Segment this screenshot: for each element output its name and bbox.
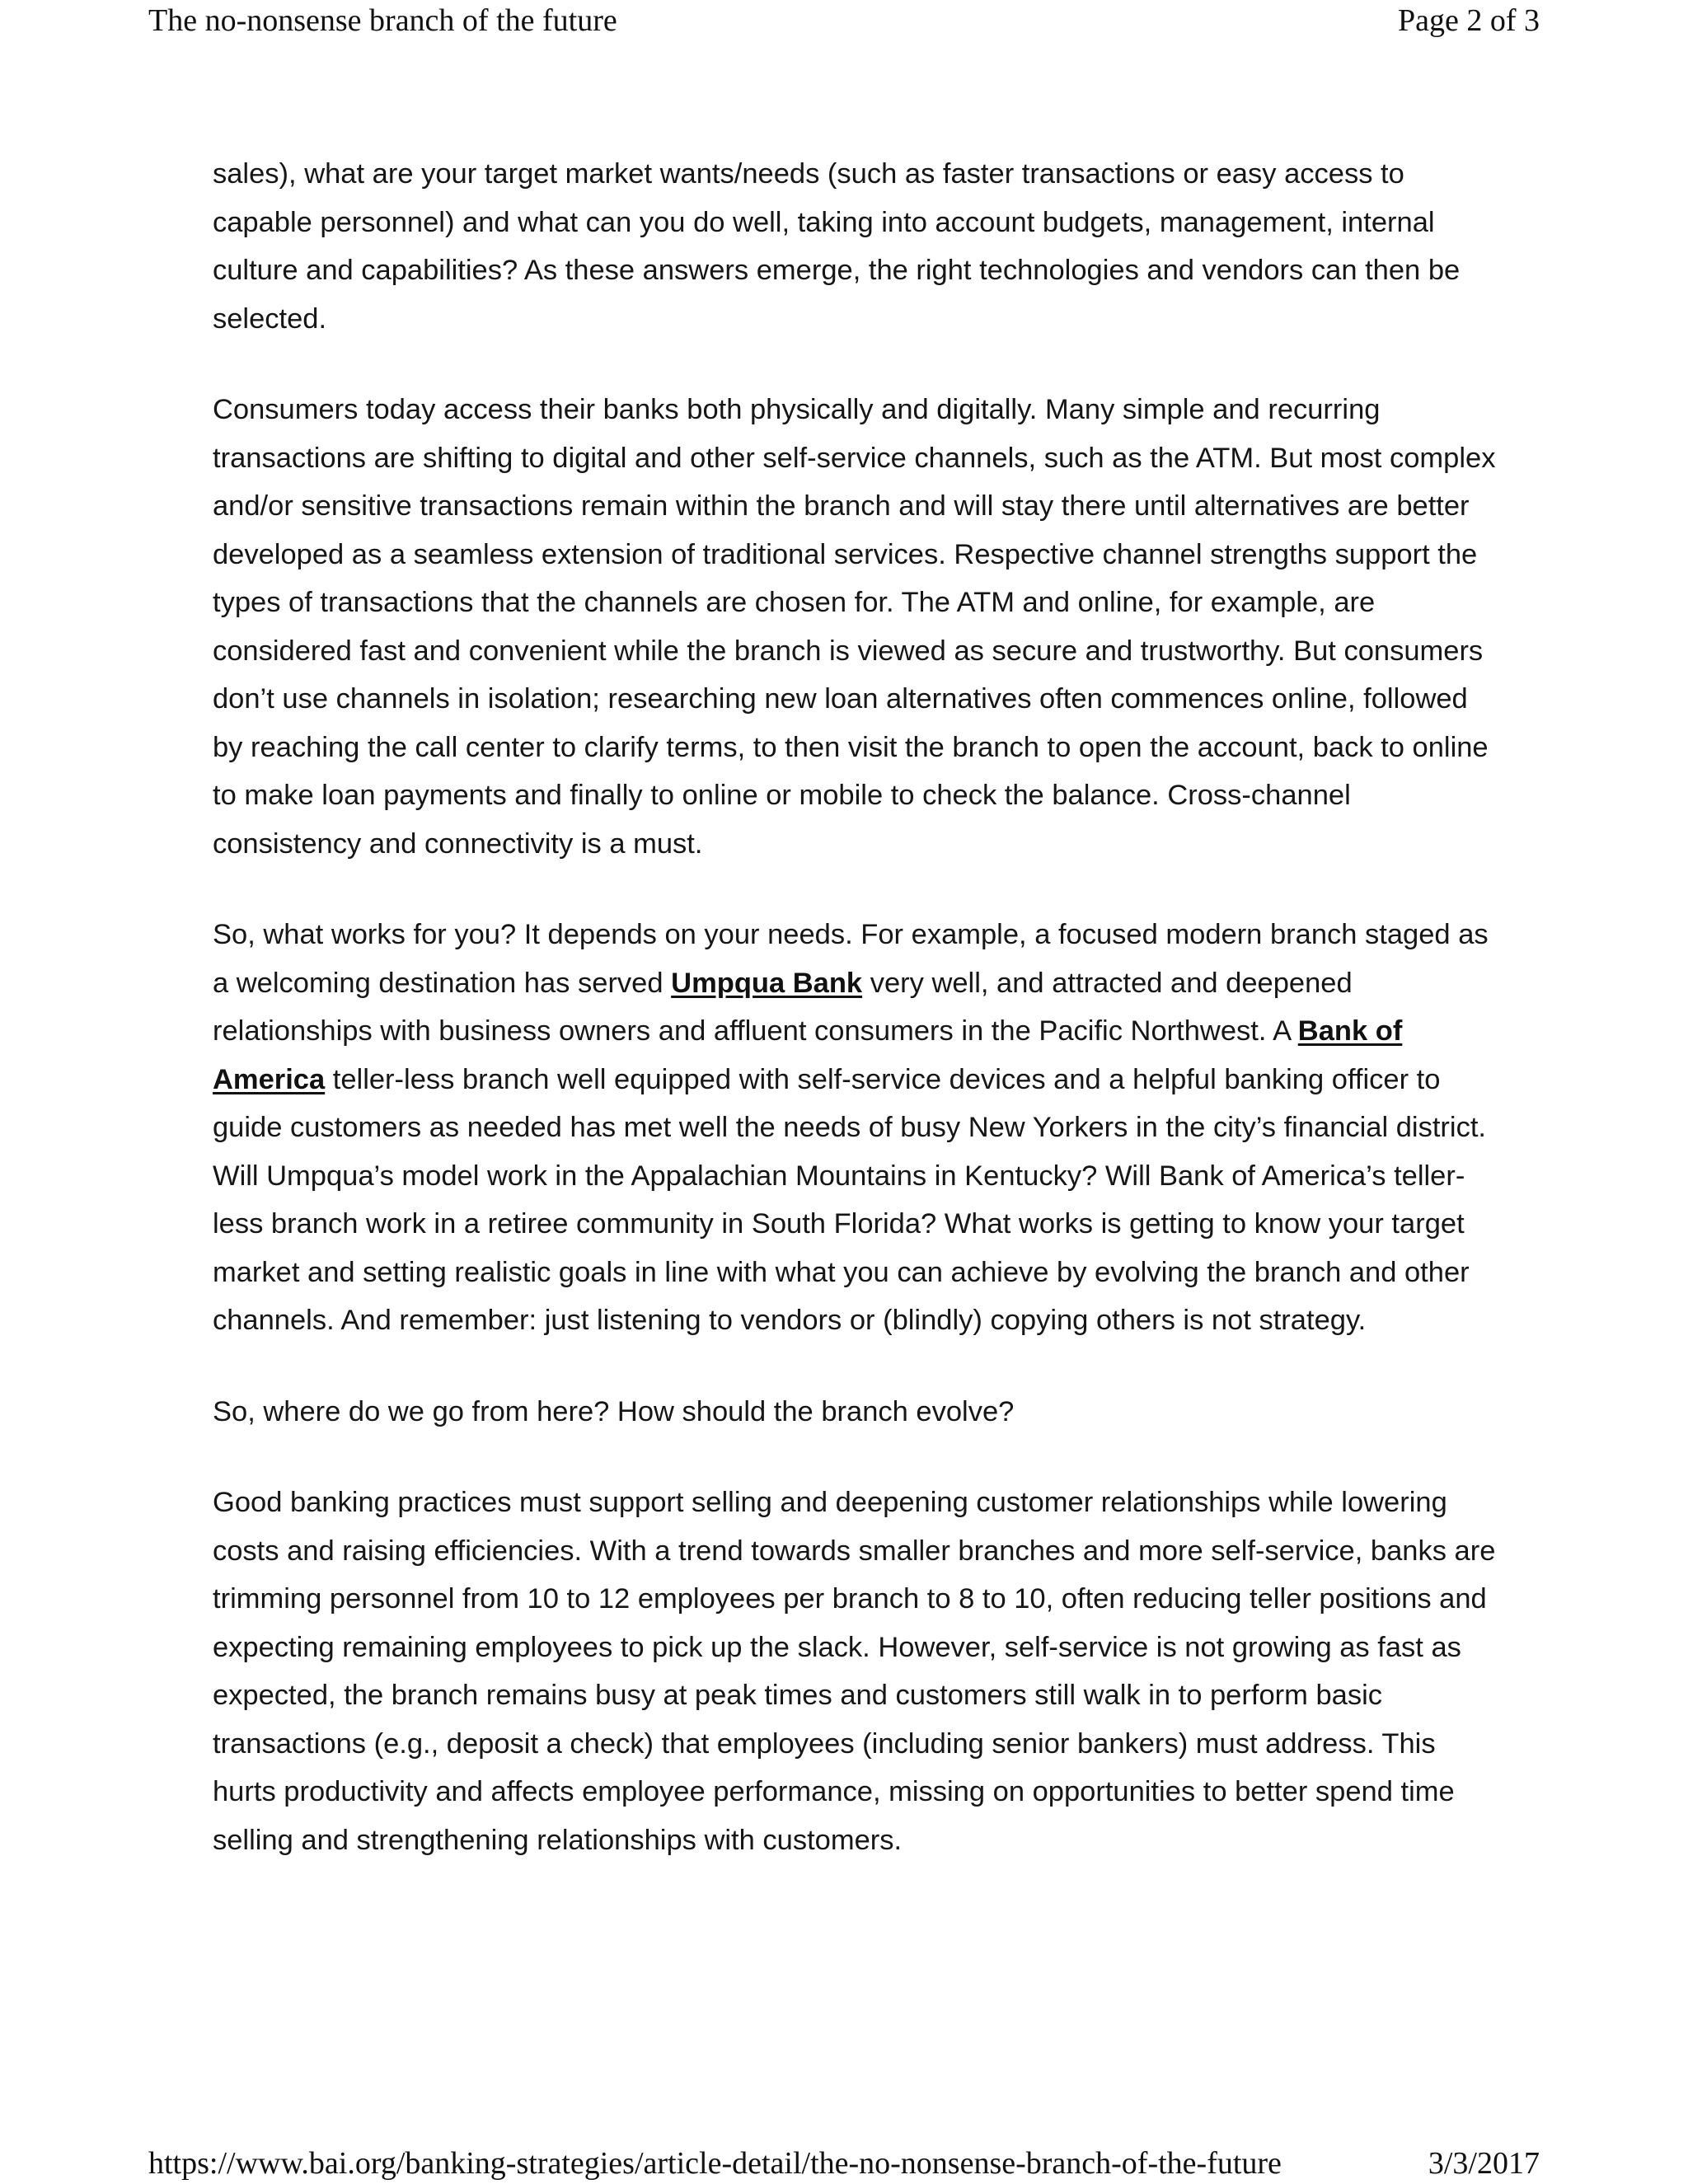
paragraph-text: So, what works for you? It depends on your needs. For example, a focused modern branch staged as a welcoming destination has served <box>213 919 1489 999</box>
print-date: 3/3/2017 <box>1428 2146 1540 2181</box>
page-indicator: Page 2 of 3 <box>1397 3 1540 38</box>
paragraph-banking-practices: Good banking practices must support selling and deepening customer relationships while lowering costs and raising efficiencies. With a trend towards smaller branches and more self-service, banks are trimming personnel from 10 to 12 employees per branch to 8 to 10, often reducing teller positions and expecting remaining employees to pick up the slack. However, self-service is not growing as fast as expected, the branch remains busy at peak times and customers still walk in to perform basic transactions (e.g., deposit a check) that employees (including senior bankers) must address. This hurts productivity and affects employee performance, missing on opportunities to better spend time selling and strengthening relationships with customers. <box>213 1487 1496 1856</box>
article-body <box>213 150 1498 1864</box>
document-title: The no-nonsense branch of the future <box>148 3 617 38</box>
paragraph-what-works <box>213 911 1498 1345</box>
paragraph-text: teller-less branch well equipped with self-service devices and a helpful banking officer to guide customers as needed has met well the needs of busy New Yorkers in the city’s financial district. Will Umpqua’s model work in the Appalachian Mountains in Kentucky? Will Bank of America’s teller-less branch work in a retiree community in South Florida? What works is getting to know your target market and setting realistic goals in line with what you can achieve by evolving the branch and other channels. And remember: just listening to vendors or (blindly) copying others is not strategy. <box>213 1063 1487 1336</box>
paragraph-question: So, where do we go from here? How should the branch evolve? <box>213 1395 1015 1427</box>
bank-of-america-link[interactable]: Bank of America <box>213 1015 1403 1095</box>
paragraph-channels: Consumers today access their banks both physically and digitally. Many simple and recurring transactions are shifting to digital and other self-service channels, such as the ATM. But most complex and/or sensitive transactions remain within the branch and will stay there until alternatives are better developed as a seamless extension of traditional services. Respective channel strengths support the types of transactions that the channels are chosen for. The ATM and online, for example, are considered fast and convenient while the branch is viewed as secure and trustworthy. But consumers don’t use channels in isolation; researching new loan alternatives often commences online, followed by reaching the call center to clarify terms, to then visit the branch to open the account, back to online to make loan payments and finally to online or mobile to check the balance. Cross-channel consistency and connectivity is a must. <box>213 394 1496 860</box>
umpqua-bank-link[interactable]: Umpqua Bank <box>671 967 863 999</box>
paragraph-target-market: sales), what are your target market wants/needs (such as faster transactions or easy access to capable personnel) and what can you do well, taking into account budgets, management, internal culture and capabilities? As these answers emerge, the right technologies and vendors can then be selected. <box>213 158 1461 335</box>
paragraph-text: very well, and attracted and deepened relationships with business owners and affluent consumers in the Pacific Northwest. A <box>213 967 1353 1047</box>
source-url: https://www.bai.org/banking-strategies/article-detail/the-no-nonsense-branch-of-the-future <box>148 2146 1282 2181</box>
